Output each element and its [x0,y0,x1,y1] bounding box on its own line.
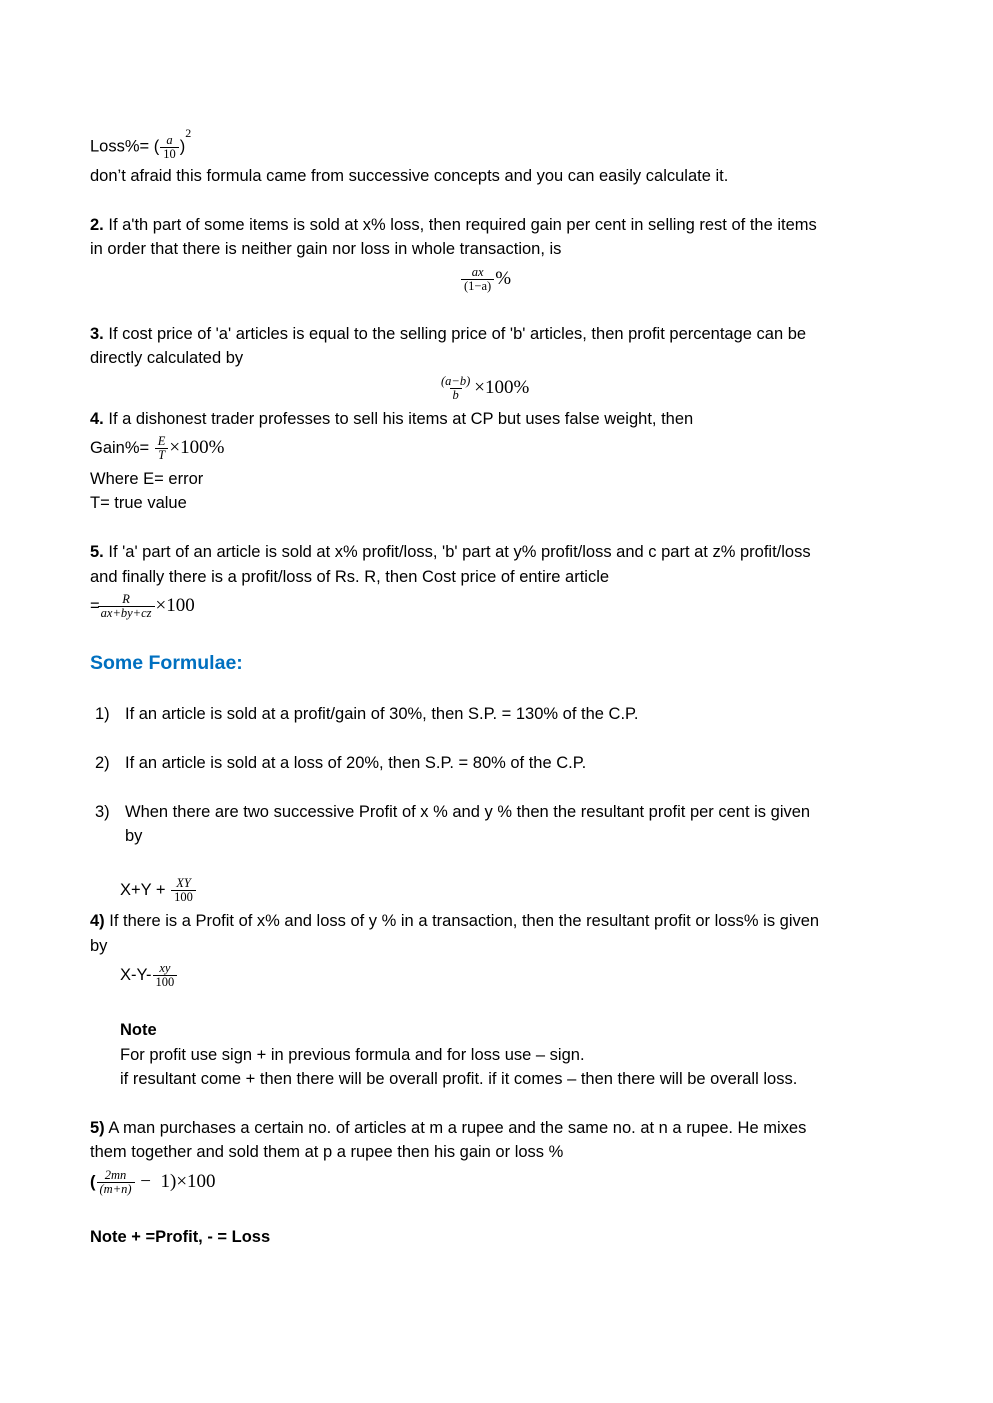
numerator: (a−b) [441,374,471,388]
intro-note: don’t afraid this formula came from successive concepts and you can easily calculate it. [90,167,729,185]
rule-number: 2. [90,216,104,234]
suffix: ×100% [169,436,225,458]
formula-3-line-1: When there are two successive Profit of x % and y % then the resultant profit per cent is given [125,803,811,821]
note-line-1: For profit use sign + in previous formula and for loss use – sign. [120,1046,585,1064]
paren: ( [90,1172,96,1191]
rule-3-formula [437,375,529,402]
suffix: − 1)×100 [135,1170,216,1192]
formula-label: Gain%= [90,438,154,457]
rule-5-formula [90,593,195,620]
formula-4-line-1 [90,910,819,932]
numerator: ax [471,265,484,279]
note-line-2: if resultant come + then there will be overall profit. if it comes – then there will be overall loss. [120,1070,798,1088]
formula-label: Loss%= ( [90,137,160,156]
rule-number: 5. [90,543,104,561]
rule-2-line-1 [90,214,817,236]
fraction [153,962,178,989]
formula-1-text: If an article is sold at a profit/gain of 30%, then S.P. = 130% of the C.P. [125,705,639,723]
rule-4-line-1 [90,408,693,430]
formula-3-line-2: by [125,827,143,845]
denominator: 100 [171,890,196,904]
rule-4-formula [90,435,224,462]
fraction [98,593,155,620]
numerator: XY [176,876,191,890]
numerator: 2mn [104,1168,127,1182]
formula-2-text: If an article is sold at a loss of 20%, then S.P. = 80% of the C.P. [125,754,587,772]
rule-2-formula [460,266,511,293]
rule-text: If cost price of 'a' articles is equal to the selling price of 'b' articles, then profit percentage can be [108,325,807,343]
denominator: ax+by+cz [98,606,155,620]
denominator: b [450,388,462,402]
formula-2-number: 2) [95,754,110,772]
rule-4-where: Where E= error [90,470,204,488]
formula-5-expression [90,1169,216,1196]
formula-number: 4) [90,912,105,930]
rule-text: If a dishonest trader professes to sell his items at CP but uses false weight, then [108,410,694,428]
formula-3-expression [120,877,197,904]
fraction [461,266,494,293]
note-title: Note [120,1021,157,1039]
exponent: 2 [185,126,192,140]
loss-formula [90,126,192,161]
rule-number: 4. [90,410,104,428]
denominator: 100 [153,975,178,989]
rule-4-true-value: T= true value [90,494,187,512]
formula-3-number: 3) [95,803,110,821]
rule-2-line-2: in order that there is neither gain nor loss in whole transaction, is [90,240,562,258]
formula-label: X-Y- [120,965,152,984]
formula-text: A man purchases a certain no. of articles at m a rupee and the same no. at n a rupee. He mixes [108,1119,807,1137]
numerator: E [157,434,166,448]
paren: ) [179,137,186,156]
final-note: Note + =Profit, - = Loss [90,1228,271,1246]
rule-text: If a'th part of some items is sold at x% loss, then required gain per cent in selling rest of the items [108,216,817,234]
suffix: % [495,267,512,289]
rule-text: If 'a' part of an article is sold at x% profit/loss, 'b' part at y% profit/loss and c part at z% profit/loss [108,543,811,561]
rule-3-line-1 [90,323,806,345]
numerator: R [122,592,130,606]
suffix: ×100% [474,376,530,398]
rule-5-line-1 [90,541,811,563]
formula-text: If there is a Profit of x% and loss of y % in a transaction, then the resultant profit or loss% is given [109,912,820,930]
fraction [155,435,169,462]
rule-3-line-2: directly calculated by [90,349,244,367]
rule-number: 3. [90,325,104,343]
formula-5-line-2: them together and sold them at p a rupee then his gain or loss % [90,1143,564,1161]
formula-1-number: 1) [95,705,110,723]
denominator: 10 [160,147,179,161]
formula-number: 5) [90,1119,105,1137]
numerator: xy [159,961,171,975]
formula-label: = [90,596,100,615]
denominator: (m+n) [97,1182,135,1196]
formula-5-line-1 [90,1117,806,1139]
formula-label: X+Y + [120,880,171,899]
suffix: ×100 [155,594,195,616]
fraction [97,1169,135,1196]
denominator: T [155,448,168,462]
fraction [160,134,179,161]
numerator: a [166,132,173,147]
fraction [171,877,196,904]
formula-4-line-2: by [90,937,108,955]
rule-5-line-2: and finally there is a profit/loss of Rs. R, then Cost price of entire article [90,568,610,586]
section-heading: Some Formulae: [90,652,243,674]
formula-4-expression [120,962,178,989]
fraction [438,375,473,402]
denominator: (1−a) [461,279,494,293]
